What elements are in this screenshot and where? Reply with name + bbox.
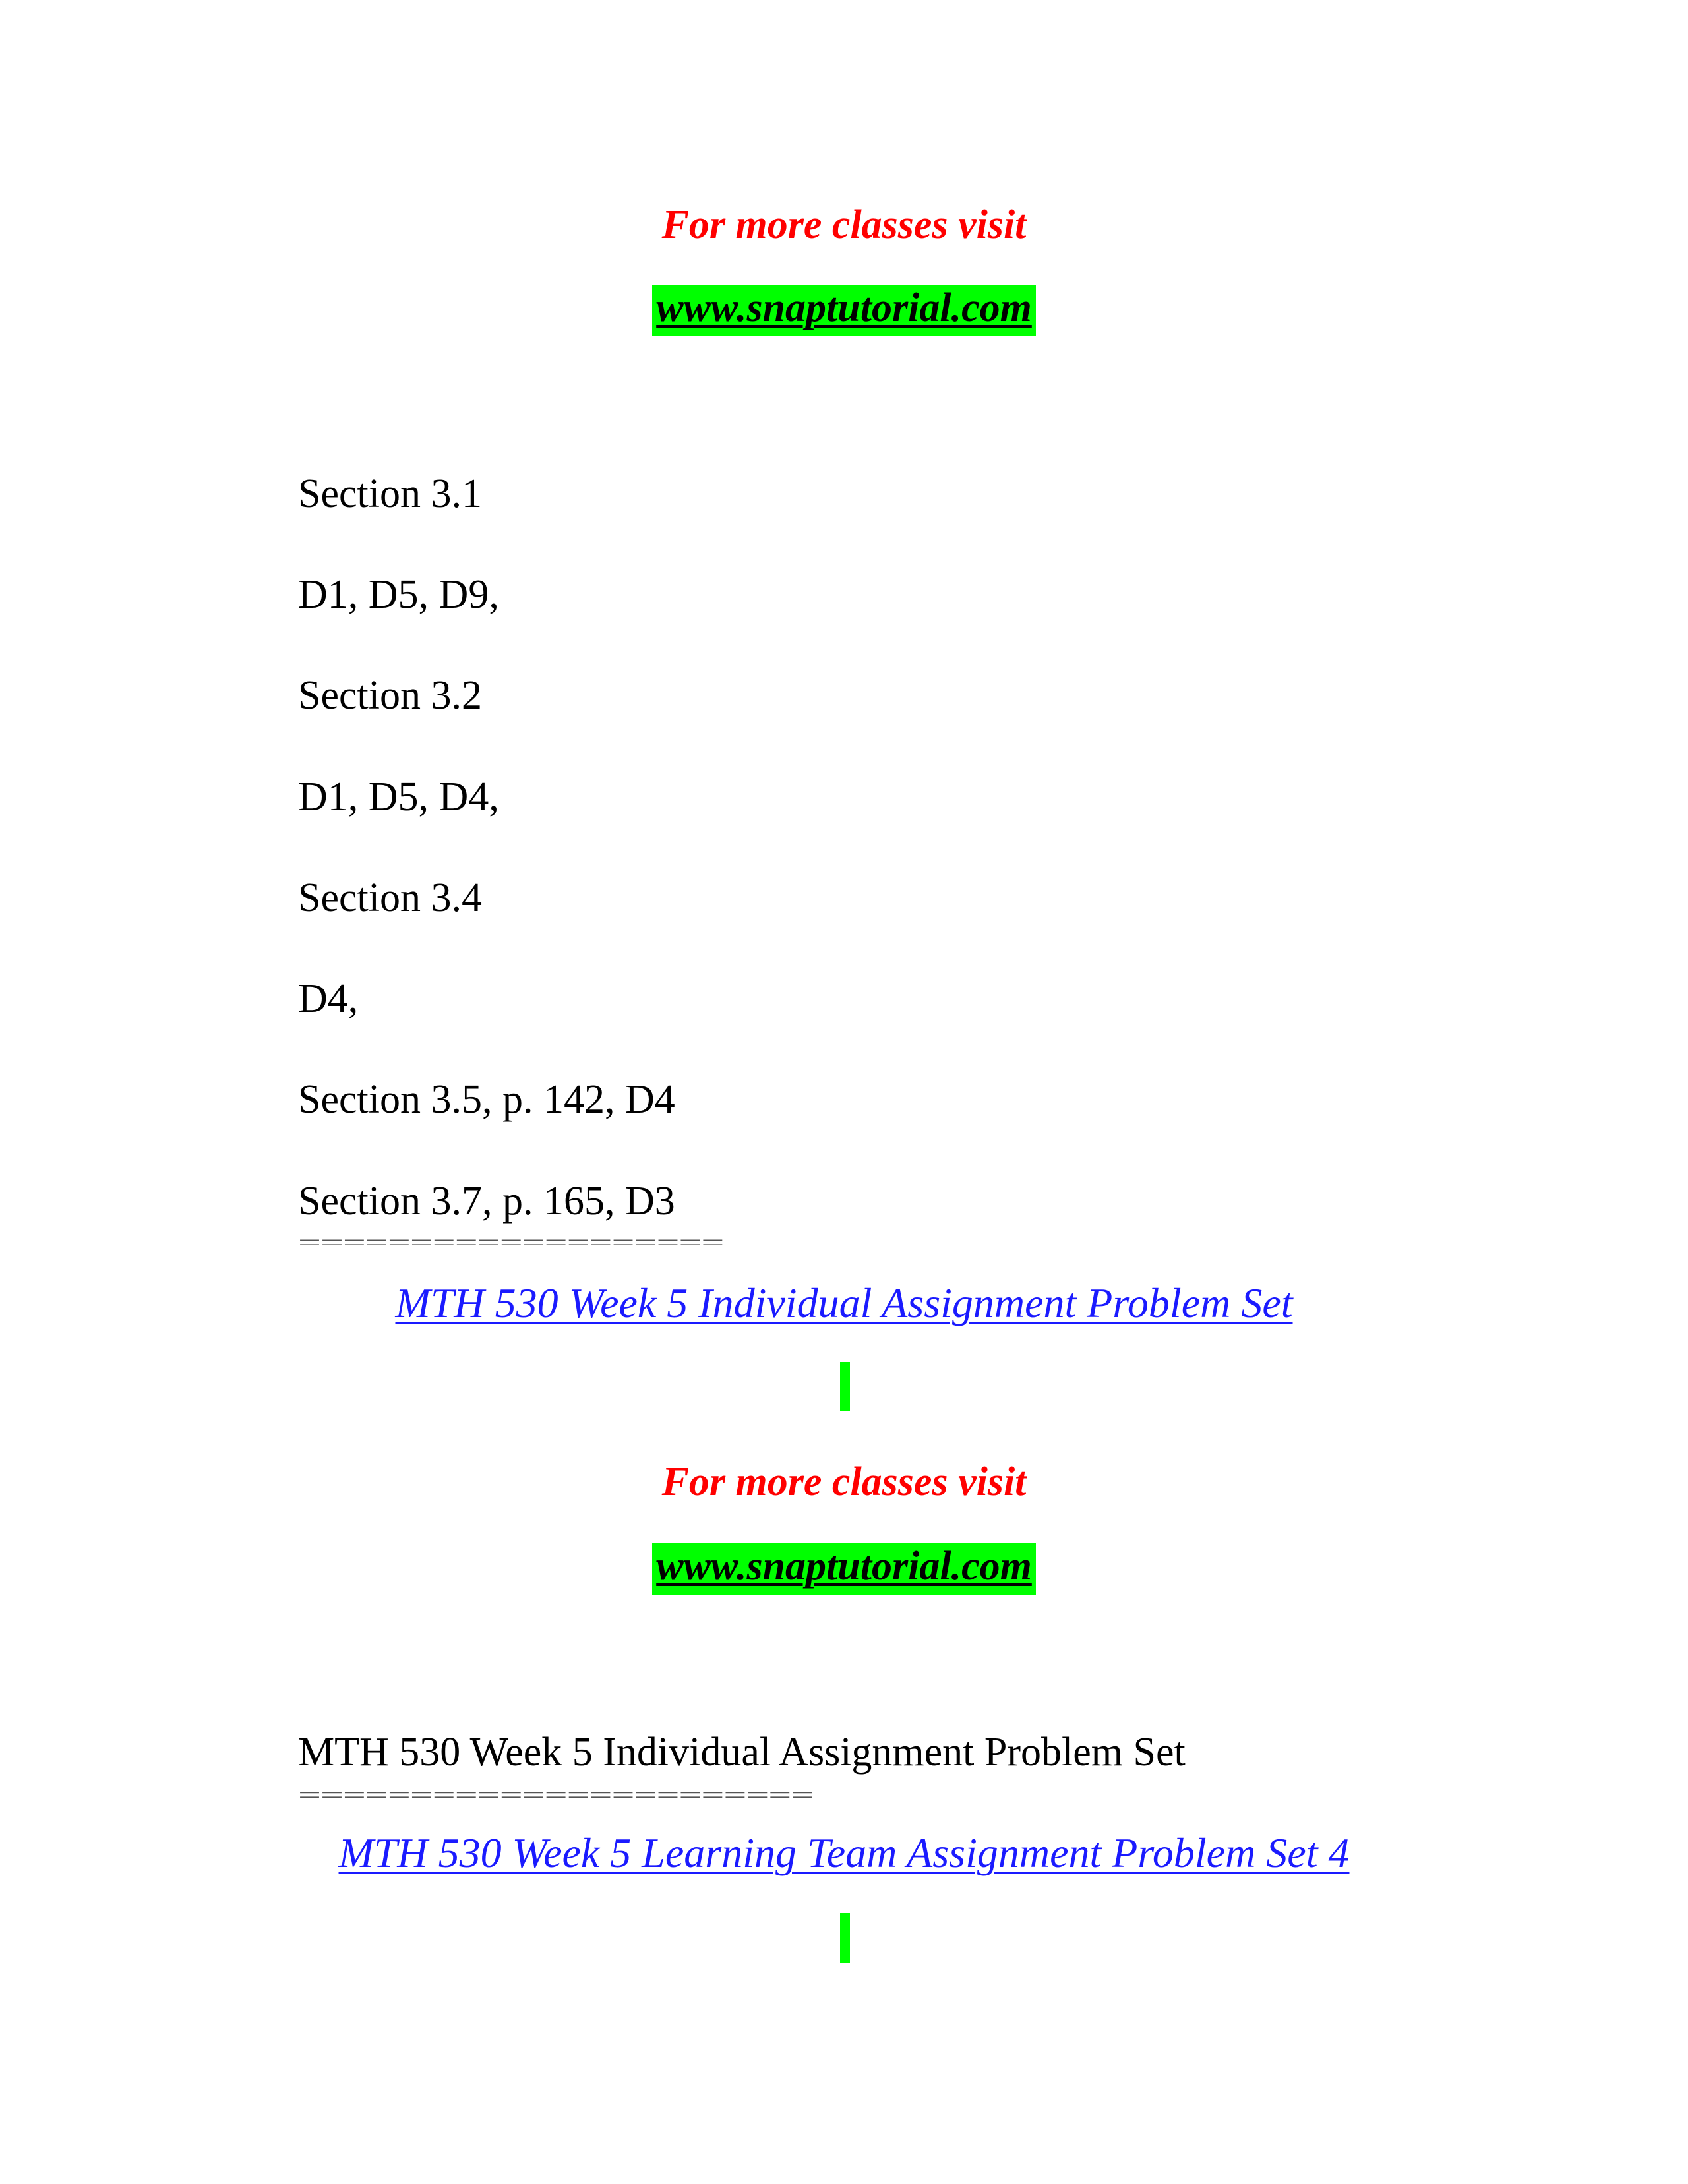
promo-site-top-wrap — [0, 285, 1688, 336]
promo-heading-top: For more classes visit — [661, 202, 1027, 247]
section-3-5: Section 3.5, p. 142, D4 — [298, 1077, 675, 1122]
problems-3-4: D4, — [298, 976, 359, 1021]
section-3-4: Section 3.4 — [298, 875, 482, 920]
promo-site-link-top[interactable]: www.snaptutorial.com — [652, 285, 1036, 336]
problems-3-2: D1, D5, D4, — [298, 775, 499, 819]
green-marker-1 — [840, 1362, 850, 1411]
individual-assignment-title: MTH 530 Week 5 Individual Assignment Problem Set — [298, 1730, 1186, 1775]
separator-2: ======================= — [298, 1783, 814, 1808]
section-3-7: Section 3.7, p. 165, D3 — [298, 1179, 675, 1224]
promo-heading-bottom: For more classes visit — [661, 1460, 1027, 1504]
separator-1: =================== — [298, 1230, 724, 1255]
link-learning-team-assignment[interactable]: MTH 530 Week 5 Learning Team Assignment Problem Set 4 — [338, 1829, 1350, 1876]
section-3-1: Section 3.1 — [298, 471, 482, 516]
promo-site-bottom-wrap — [0, 1543, 1688, 1595]
promo-site-link-bottom[interactable]: www.snaptutorial.com — [652, 1543, 1036, 1595]
section-3-2: Section 3.2 — [298, 673, 482, 718]
green-marker-2 — [840, 1913, 850, 1963]
problems-3-1: D1, D5, D9, — [298, 572, 499, 617]
link-individual-assignment[interactable]: MTH 530 Week 5 Individual Assignment Problem Set — [395, 1280, 1293, 1326]
